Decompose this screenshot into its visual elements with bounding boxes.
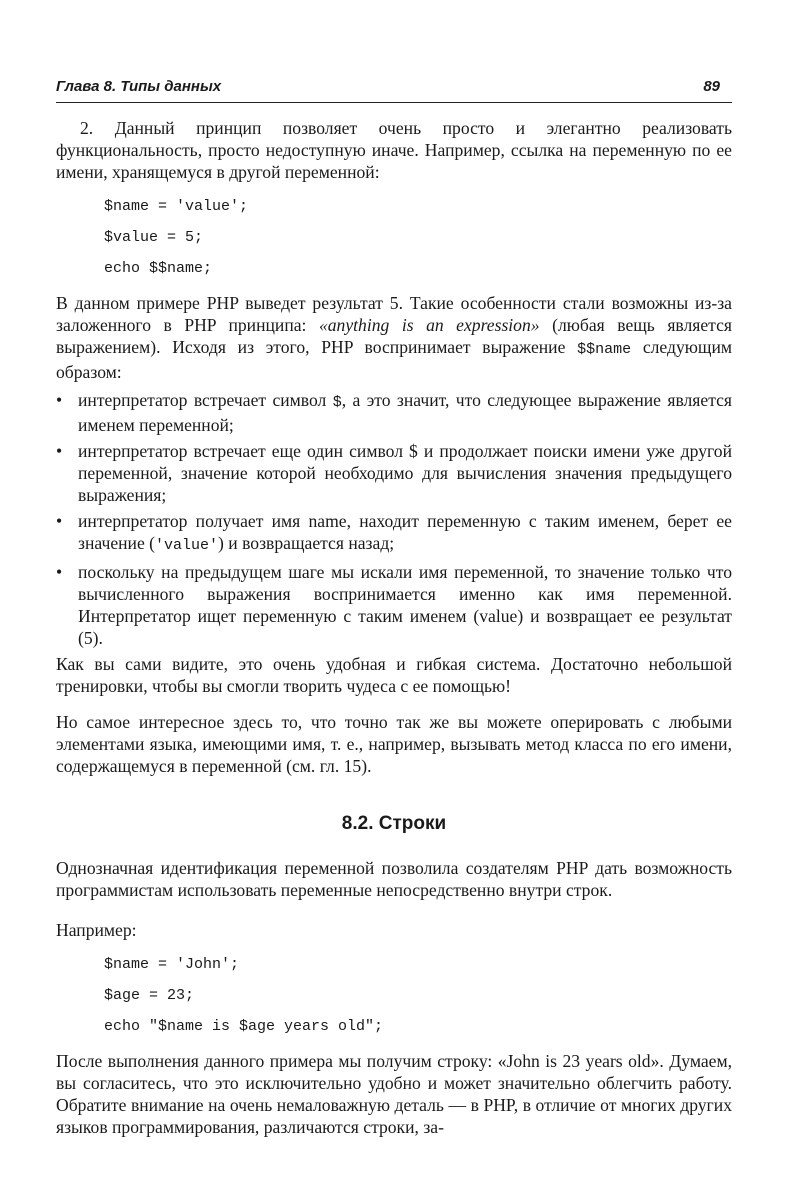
text-run: интерпретатор встречает еще один символ $ и продолжает поиски имени уже другой переменной, значение которой необходимо для вычисления значения предыдущего выражения;: [78, 441, 732, 505]
code-line: echo $$name;: [104, 260, 213, 277]
bullet-list: [56, 389, 732, 649]
inline-code: $: [332, 394, 342, 411]
section-title: 8.2. Строки: [341, 813, 447, 834]
code-line: $age = 23;: [104, 987, 195, 1004]
text-run: (любая вещь является выражением). Исходя из этого, PHP воспринимает выражение: [56, 315, 732, 357]
page-number: 89: [703, 78, 720, 95]
running-header: [56, 76, 732, 103]
bullet-icon: •: [56, 441, 63, 461]
text-run: поскольку на предыдущем шаге мы искали имя переменной, то значение только что вычисленного выражения воспринимается именно как имя переменной. Интерпретатор ищет переменную с таким именем (value) и возвращает ее результат (5).: [78, 562, 732, 648]
bullet-icon: •: [56, 562, 63, 582]
list-item: [56, 561, 732, 649]
paragraph-identification: Однозначная идентификация переменной позволила создателям PHP дать возможность программистам использовать переменные непосредственно внутри строк.: [56, 858, 732, 900]
list-item: [56, 510, 732, 557]
code-example-1: [104, 191, 732, 284]
text-run: В данном примере PHP выведет результат 5. Такие особенности стали возможны из-за заложенного в PHP принципа:: [56, 293, 732, 335]
paragraph-example-label: Например:: [56, 920, 137, 940]
list-item: [56, 440, 732, 506]
code-example-2: [104, 949, 732, 1042]
paragraph-interesting: Но самое интересное здесь то, что точно так же вы можете оперировать с любыми элементами языка, имеющими имя, т. е., например, вызывать метод класса по его имени, содержащемуся в переменной (см. гл. 15).: [56, 712, 732, 776]
text-run: интерпретатор получает имя name, находит переменную с таким именем, берет ее значение (: [78, 511, 732, 553]
text-run: интерпретатор встречает символ: [78, 390, 333, 410]
code-line: echo "$name is $age years old";: [104, 1018, 384, 1035]
code-line: $name = 'John';: [104, 956, 240, 973]
inline-code: 'value': [155, 537, 219, 554]
paragraph-flexible: Как вы сами видите, это очень удобная и гибкая система. Достаточно небольшой тренировки, чтобы вы смогли творить чудеса с ее помощью!: [56, 654, 732, 696]
chapter-title: Глава 8. Типы данных: [56, 78, 222, 95]
bullet-icon: •: [56, 390, 63, 410]
text-run: , а это значит, что следующее выражение является именем переменной;: [78, 390, 733, 435]
intro-paragraph: 2. Данный принцип позволяет очень просто и элегантно реализовать функциональность, просто недоступную иначе. Например, ссылка на переменную по ее имени, хранящемуся в другой переменной:: [56, 118, 732, 182]
list-item: [56, 389, 732, 436]
paragraph-result: После выполнения данного примера мы получим строку: «John is 23 years old». Думаем, вы согласитесь, что это исключительно удобно и может значительно облегчить работу. Обратите внимание на очень немаловажную деталь — в PHP, в отличие от многих других языков программирования, различаются строки, за-: [56, 1051, 732, 1137]
paragraph-php-principle: [56, 292, 732, 383]
italic-quote: «anything is an expression»: [318, 315, 540, 335]
bullet-icon: •: [56, 511, 63, 531]
text-run: следующим образом:: [56, 337, 732, 382]
body-text: [56, 117, 732, 1138]
text-run: ) и возвращается назад;: [218, 533, 395, 553]
code-line: $value = 5;: [104, 229, 204, 246]
inline-code: $$name: [577, 341, 632, 358]
code-line: $name = 'value';: [104, 198, 249, 215]
